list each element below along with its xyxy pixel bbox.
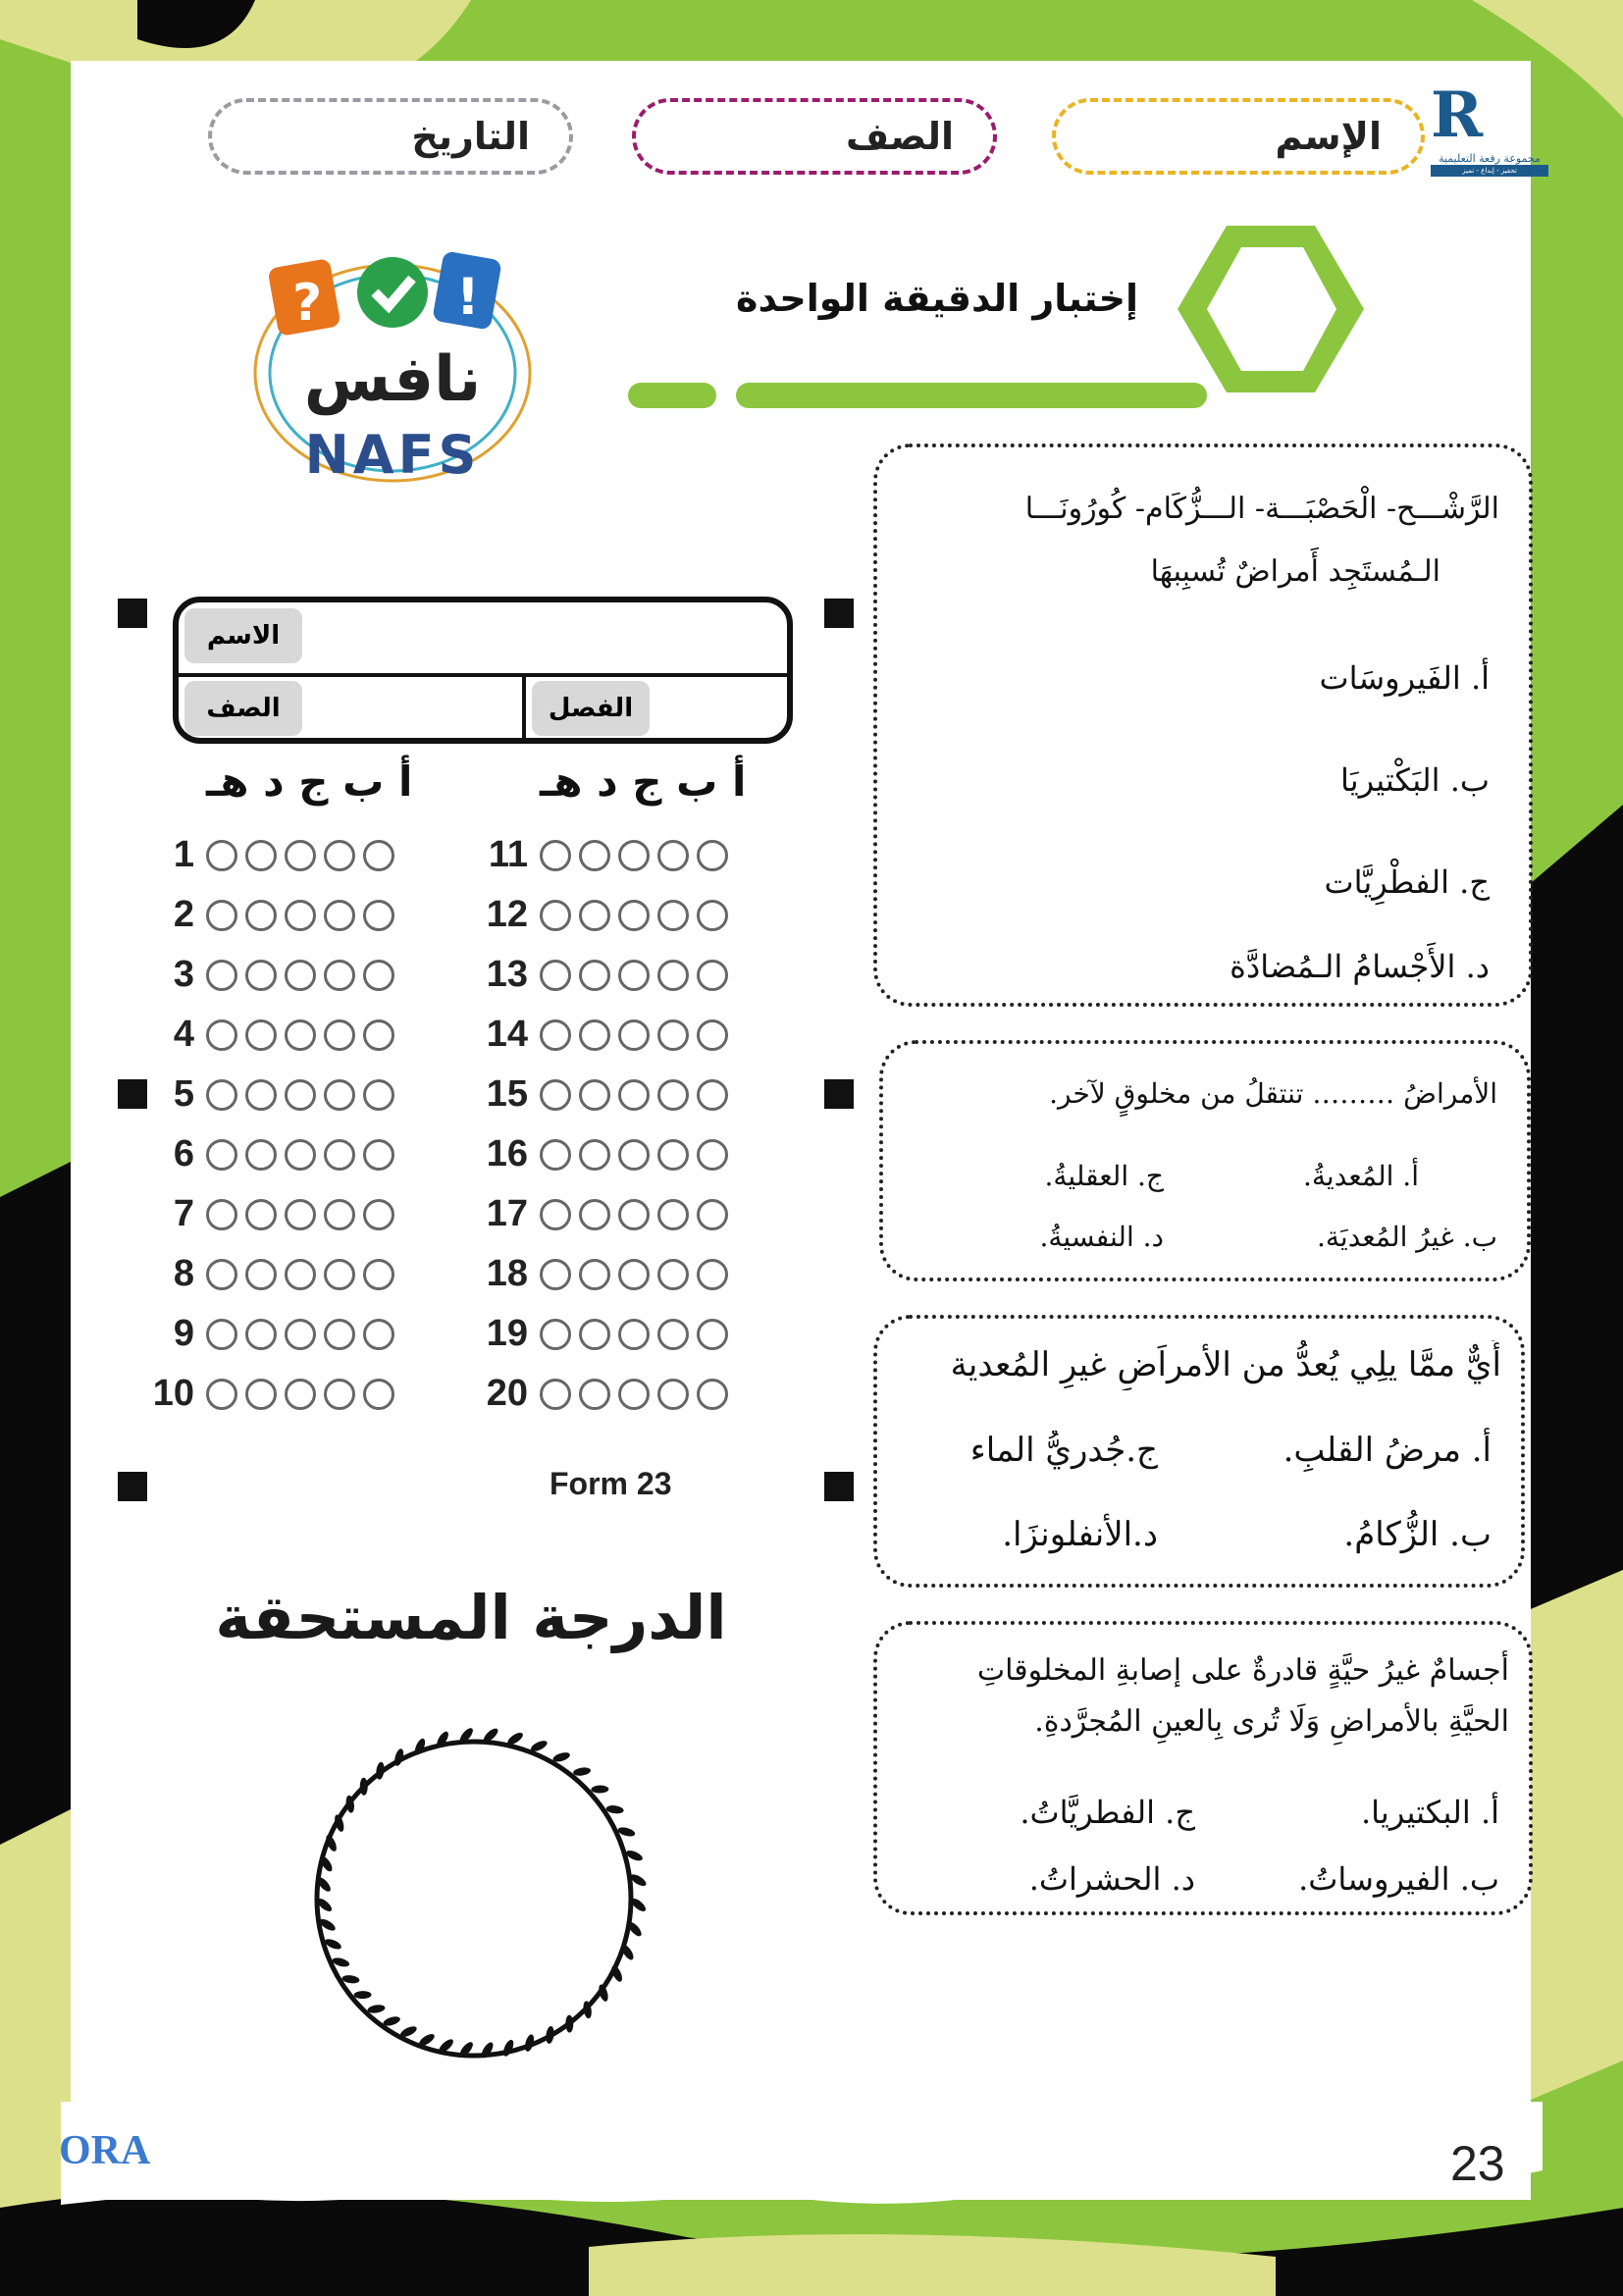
answer-bubble[interactable] xyxy=(618,1199,650,1230)
answer-row xyxy=(481,1253,728,1295)
answer-row-number: 20 xyxy=(486,1373,528,1414)
question-2-text: الأمراضُ ……… تنتقلُ من مخلوقٍ لآخر. xyxy=(1049,1077,1497,1110)
answer-bubble[interactable] xyxy=(657,1319,689,1350)
answer-bubble[interactable] xyxy=(324,1079,355,1111)
answer-bubble[interactable] xyxy=(285,1139,316,1171)
answer-bubble[interactable] xyxy=(245,1319,277,1350)
answer-row-number: 11 xyxy=(488,834,528,875)
answer-bubble[interactable] xyxy=(697,1379,728,1410)
answer-bubble[interactable] xyxy=(245,960,277,991)
registration-mark xyxy=(824,599,854,628)
answer-row xyxy=(147,1313,394,1355)
form-label: Form 23 xyxy=(550,1466,672,1501)
answer-row-number: 5 xyxy=(173,1073,194,1115)
answer-bubble[interactable] xyxy=(579,1259,610,1290)
answer-bubble[interactable] xyxy=(324,1199,355,1230)
question-1-option-c[interactable]: ج. الفطْرِيَّات xyxy=(1324,863,1490,901)
question-4-line-1: أجسامٌ غيرُ حيَّةٍ قادرةٌ على إصابةِ المخلوقاتِ xyxy=(976,1653,1509,1688)
answer-bubble[interactable] xyxy=(245,1079,277,1111)
answer-row-number: 10 xyxy=(152,1373,194,1414)
answer-row-number: 19 xyxy=(486,1313,528,1354)
answer-bubble[interactable] xyxy=(540,1139,571,1171)
question-4-option-b[interactable]: ب. الفيروساتُ. xyxy=(1298,1860,1499,1898)
answer-row xyxy=(147,834,394,876)
answer-row xyxy=(147,894,394,936)
answer-bubble[interactable] xyxy=(245,900,277,931)
answer-row xyxy=(147,1193,394,1235)
answer-bubble[interactable] xyxy=(540,1199,571,1230)
answer-bubble[interactable] xyxy=(540,1079,571,1111)
answer-bubble[interactable] xyxy=(697,1199,728,1230)
answer-bubble[interactable] xyxy=(285,960,316,991)
answer-row-number: 3 xyxy=(173,954,194,995)
answer-row-number: 14 xyxy=(486,1014,528,1055)
answer-bubble[interactable] xyxy=(618,840,650,871)
registration-mark xyxy=(118,1472,147,1501)
question-3-text: أَيٌّ ممَّا يلِي يُعدُّ من الأمراَضِ غيرِ المُعدية xyxy=(950,1345,1501,1384)
answer-bubble[interactable] xyxy=(579,840,610,871)
sheet-name-label: الاسم xyxy=(184,608,302,663)
info-row-name xyxy=(179,602,787,677)
wreath-leaf xyxy=(573,1766,592,1777)
logo-tagline: تحفيز - إبداع - تميز xyxy=(1431,165,1548,177)
answer-row xyxy=(147,1373,394,1415)
answer-bubble[interactable] xyxy=(324,1139,355,1171)
answer-bubble[interactable] xyxy=(579,1199,610,1230)
wreath-leaf xyxy=(367,2004,386,2014)
question-2-option-b[interactable]: ب. غيرُ المُعديَة. xyxy=(1316,1221,1497,1253)
answer-bubble[interactable] xyxy=(245,1259,277,1290)
answer-bubble[interactable] xyxy=(245,1139,277,1171)
answer-bubble[interactable] xyxy=(206,1199,237,1230)
laurel-wreath-icon xyxy=(273,1707,675,2090)
svg-text:!: ! xyxy=(456,268,480,327)
answer-row-number: 9 xyxy=(173,1313,194,1354)
answer-bubble[interactable] xyxy=(363,1079,394,1111)
answer-row-number: 13 xyxy=(486,954,528,995)
question-3-option-c[interactable]: ج.جُدريُّ الماء xyxy=(969,1431,1158,1470)
answer-row-number: 7 xyxy=(173,1193,194,1234)
nafs-logo xyxy=(245,235,540,491)
answer-bubble[interactable] xyxy=(579,1319,610,1350)
answer-bubble[interactable] xyxy=(206,840,237,871)
answer-bubble[interactable] xyxy=(579,1379,610,1410)
answer-row-number: 17 xyxy=(486,1193,528,1234)
answer-row-number: 8 xyxy=(173,1253,194,1294)
answer-bubble[interactable] xyxy=(618,1379,650,1410)
answer-row xyxy=(481,1073,728,1116)
answer-bubble[interactable] xyxy=(697,1259,728,1290)
answer-bubble[interactable] xyxy=(579,1079,610,1111)
answer-bubble[interactable] xyxy=(363,900,394,931)
answer-bubble[interactable] xyxy=(657,1019,689,1051)
answer-bubble[interactable] xyxy=(206,960,237,991)
answer-bubble[interactable] xyxy=(540,840,571,871)
answer-bubble[interactable] xyxy=(285,1019,316,1051)
answer-bubble[interactable] xyxy=(697,1019,728,1051)
question-3 xyxy=(873,1315,1525,1588)
question-4-line-2: الحيَّةِ بالأمراضِ وَلَا تُرى بِالعينِ المُجرَّدةِ. xyxy=(1034,1704,1509,1739)
question-2-option-d[interactable]: د. النفسيةُ. xyxy=(1039,1221,1164,1253)
answer-bubble[interactable] xyxy=(324,1259,355,1290)
wreath-leaf xyxy=(545,2025,554,2044)
answer-bubble[interactable] xyxy=(285,840,316,871)
answer-row-number: 1 xyxy=(173,834,194,875)
answer-bubble[interactable] xyxy=(245,1199,277,1230)
name-label: الإسم xyxy=(1275,115,1382,158)
answer-bubble[interactable] xyxy=(618,960,650,991)
answer-bubble[interactable] xyxy=(697,1079,728,1111)
answer-bubble[interactable] xyxy=(363,840,394,871)
ora-logo: ORA xyxy=(59,2128,151,2173)
logo-letter: R xyxy=(1431,78,1484,152)
question-3-option-d[interactable]: د.الأنفلونزَا. xyxy=(1002,1515,1158,1554)
wreath-leaf xyxy=(353,1991,371,1999)
answer-row-number: 18 xyxy=(486,1253,528,1294)
answer-bubble[interactable] xyxy=(245,1019,277,1051)
answer-row-number: 2 xyxy=(173,894,194,935)
question-3-option-b[interactable]: ب. الزُّكامُ. xyxy=(1343,1515,1492,1554)
answer-bubble[interactable] xyxy=(206,1139,237,1171)
answer-bubble[interactable] xyxy=(579,1019,610,1051)
answer-row xyxy=(147,1253,394,1295)
answer-bubble[interactable] xyxy=(245,1379,277,1410)
answer-row-number: 16 xyxy=(486,1133,528,1174)
answer-bubble[interactable] xyxy=(540,1019,571,1051)
answer-bubble[interactable] xyxy=(206,900,237,931)
answer-bubble[interactable] xyxy=(285,1379,316,1410)
registration-mark xyxy=(118,1079,147,1109)
registration-mark xyxy=(824,1472,854,1501)
svg-text:?: ? xyxy=(292,274,323,333)
answer-bubble[interactable] xyxy=(657,840,689,871)
answer-row-number: 4 xyxy=(173,1014,194,1055)
answer-bubble[interactable] xyxy=(697,840,728,871)
answer-bubble[interactable] xyxy=(324,1379,355,1410)
answer-bubble[interactable] xyxy=(540,1259,571,1290)
answer-row xyxy=(481,1193,728,1235)
answer-bubble[interactable] xyxy=(285,1259,316,1290)
name-field[interactable] xyxy=(1052,98,1425,175)
answer-bubble[interactable] xyxy=(363,1259,394,1290)
question-1 xyxy=(873,444,1533,1007)
answer-bubble[interactable] xyxy=(618,1259,650,1290)
question-2 xyxy=(879,1040,1531,1281)
student-info-table xyxy=(173,597,793,744)
answer-row xyxy=(481,1313,728,1355)
answer-row xyxy=(481,834,728,876)
answer-bubble[interactable] xyxy=(657,1379,689,1410)
answer-bubble[interactable] xyxy=(363,1199,394,1230)
answer-bubble[interactable] xyxy=(363,1019,394,1051)
answer-bubble[interactable] xyxy=(618,1079,650,1111)
divider xyxy=(522,677,526,740)
answer-row-number: 15 xyxy=(486,1073,528,1115)
nafs-latin: NAFS xyxy=(304,424,481,486)
answer-bubble[interactable] xyxy=(540,960,571,991)
answer-bubble[interactable] xyxy=(657,1079,689,1111)
answer-bubble[interactable] xyxy=(618,1319,650,1350)
question-1-option-a[interactable]: أ. الفَيروسَات xyxy=(1319,659,1490,697)
answer-bubble[interactable] xyxy=(285,900,316,931)
torn-edge xyxy=(61,2102,1543,2229)
answer-row xyxy=(481,1014,728,1056)
answer-bubble[interactable] xyxy=(324,960,355,991)
answer-bubble[interactable] xyxy=(324,900,355,931)
answer-bubble[interactable] xyxy=(697,1319,728,1350)
date-label: التاريخ xyxy=(411,115,530,158)
answer-row xyxy=(147,1014,394,1056)
answer-bubble[interactable] xyxy=(206,1259,237,1290)
answer-bubble[interactable] xyxy=(697,960,728,991)
answer-row xyxy=(147,954,394,996)
page-number: 23 xyxy=(1450,2136,1505,2191)
question-4-option-c[interactable]: ج. الفطريَّاتُ. xyxy=(1020,1794,1195,1831)
question-4-option-a[interactable]: أ. البكتيريا. xyxy=(1361,1794,1499,1831)
answer-bubble[interactable] xyxy=(579,960,610,991)
registration-mark xyxy=(118,599,147,628)
answer-bubble[interactable] xyxy=(657,1139,689,1171)
answer-letters-right: أ ب ج د هـ xyxy=(540,757,747,806)
answer-bubble[interactable] xyxy=(579,1139,610,1171)
answer-bubble[interactable] xyxy=(657,1259,689,1290)
answer-bubble[interactable] xyxy=(285,1199,316,1230)
wreath-leaf xyxy=(591,1785,608,1793)
answer-sheet xyxy=(108,589,864,1531)
answer-bubble[interactable] xyxy=(324,840,355,871)
answer-bubble[interactable] xyxy=(324,1019,355,1051)
answer-row xyxy=(147,1073,394,1116)
sheet-section-label: الفصل xyxy=(532,681,650,736)
grade-label: الدرجة المستحقة xyxy=(215,1582,727,1653)
question-1-line-1: الرَّشْـــح- الْحَصْبَـــة- الـــزُّكَام- كُورُونَـــا xyxy=(1024,492,1499,526)
answer-bubble[interactable] xyxy=(540,1319,571,1350)
answer-bubble[interactable] xyxy=(618,1139,650,1171)
answer-bubble[interactable] xyxy=(618,1019,650,1051)
answer-bubble[interactable] xyxy=(363,1319,394,1350)
answer-row xyxy=(481,894,728,936)
answer-bubble[interactable] xyxy=(363,1379,394,1410)
answer-bubble[interactable] xyxy=(579,900,610,931)
class-field[interactable] xyxy=(632,98,997,175)
question-1-line-2: الـمُستَجِد أَمراضٌ تُسبِبهَا xyxy=(1150,554,1440,589)
page-title: إختبار الدقيقة الواحدة xyxy=(736,277,1138,320)
question-4-option-d[interactable]: د. الحشراتُ. xyxy=(1028,1860,1195,1898)
answer-row xyxy=(481,1373,728,1415)
answer-row-number: 6 xyxy=(173,1133,194,1174)
answer-bubble[interactable] xyxy=(363,1139,394,1171)
answer-bubble[interactable] xyxy=(363,960,394,991)
answer-bubble[interactable] xyxy=(206,1379,237,1410)
answer-bubble[interactable] xyxy=(206,1079,237,1111)
answer-bubble[interactable] xyxy=(657,900,689,931)
rifaa-logo xyxy=(1431,78,1548,186)
question-2-option-a[interactable]: أ. المُعديةُ. xyxy=(1303,1160,1419,1192)
class-label: الصف xyxy=(846,115,954,158)
answer-bubble[interactable] xyxy=(657,960,689,991)
date-field[interactable] xyxy=(208,98,573,175)
answer-bubble[interactable] xyxy=(697,1139,728,1171)
nafs-arabic: نافس xyxy=(303,343,482,416)
answer-bubble[interactable] xyxy=(540,900,571,931)
answer-bubble[interactable] xyxy=(245,840,277,871)
registration-mark xyxy=(824,1079,854,1109)
question-4 xyxy=(873,1621,1533,1915)
answer-bubble[interactable] xyxy=(618,900,650,931)
answer-bubble[interactable] xyxy=(697,900,728,931)
answer-bubble[interactable] xyxy=(540,1379,571,1410)
logo-subtitle: مجموعة رفعة التعليمية xyxy=(1439,152,1541,165)
answer-bubble[interactable] xyxy=(285,1079,316,1111)
answer-bubble[interactable] xyxy=(206,1319,237,1350)
question-3-option-a[interactable]: أ. مرضُ القلبِ. xyxy=(1283,1431,1492,1470)
sheet-class-label: الصف xyxy=(184,681,302,736)
answer-letters-left: أ ب ج د هـ xyxy=(206,757,413,806)
answer-row xyxy=(481,954,728,996)
answer-bubble[interactable] xyxy=(285,1319,316,1350)
question-2-option-c[interactable]: ج. العقليةُ. xyxy=(1044,1160,1164,1192)
question-1-option-b[interactable]: ب. البَكْتيريَا xyxy=(1339,761,1490,799)
wreath-leaf xyxy=(565,2015,573,2033)
question-1-option-d[interactable]: د. الأَجْسامُ الـمُضادَّة xyxy=(1230,948,1490,985)
answer-row-number: 12 xyxy=(486,894,528,935)
answer-row xyxy=(147,1133,394,1175)
answer-bubble[interactable] xyxy=(324,1319,355,1350)
answer-bubble[interactable] xyxy=(206,1019,237,1051)
answer-row xyxy=(481,1133,728,1175)
answer-bubble[interactable] xyxy=(657,1199,689,1230)
